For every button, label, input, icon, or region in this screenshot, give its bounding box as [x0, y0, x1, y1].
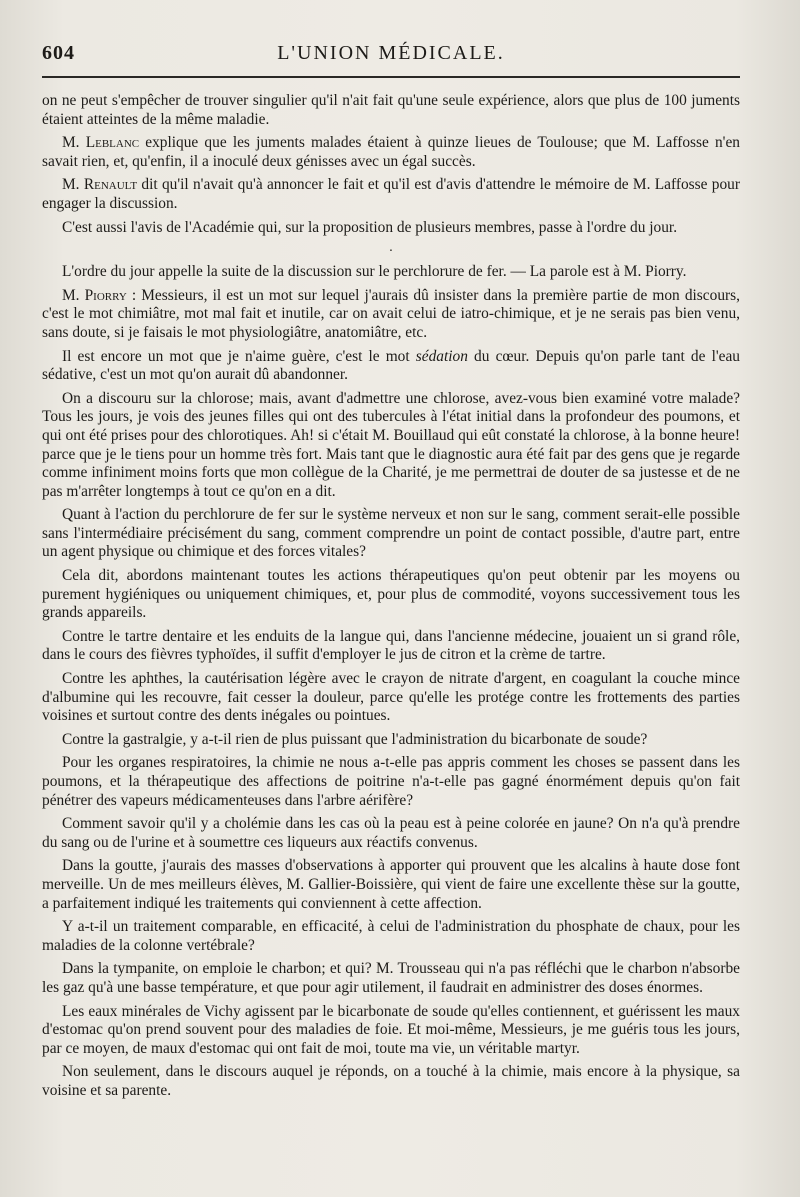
paragraph: Comment savoir qu'il y a cholémie dans les cas où la peau est à peine colorée en jaune? On n'a qu'à prendre du sang ou de l'urine et à soumettre ces liqueurs aux réactifs convenus.: [42, 815, 740, 851]
paragraph-text: du cœur. Depuis qu'on parle tant de l'eau sédative, c'est un mot qu'on aurait dû abandonner.: [42, 347, 740, 384]
paragraph: C'est aussi l'avis de l'Académie qui, sur la proposition de plusieurs membres, passe à l'ordre du jour.: [62, 218, 678, 236]
paragraph: L'ordre du jour appelle la suite de la discussion sur le perchlorure de fer. — La parole est à M. Piorry.: [62, 263, 687, 281]
paragraph: Contre les aphthes, la cautérisation légère avec le crayon de nitrate d'argent, en coagulant la couche mince d'albumine qui les recouvre, fait cesser la douleur, parce qu'elle les protége contre les frottements des parties voisines et surtout contre des dents inégales ou pointues.: [42, 670, 740, 725]
paragraph: Contre le tartre dentaire et les enduits de la langue qui, dans l'ancienne médecine, jouaient un si grand rôle, dans le cours des fièvres typhoïdes, il suffit d'employer le jus de citron et la crème de tartre.: [42, 627, 740, 664]
paragraph: on ne peut s'empêcher de trouver singulier qu'il n'ait fait qu'une seule expérience, alors que plus de 100 juments étaient atteintes de la même maladie.: [42, 92, 740, 128]
paragraph-text: explique que les juments malades étaient à quinze lieues de Toulouse; que M. Laffosse n'en savait rien, et, qu'enfin, il a inoculé deux génisses avec un égal succès.: [42, 134, 740, 170]
paragraph: Cela dit, abordons maintenant toutes les actions thérapeutiques qu'on peut obtenir par les moyens ou purement hygiéniques ou uniquement chimiques, et, pour plus de commodité, voyons successivement tous les grands appareils.: [42, 567, 740, 622]
paragraph: Non seulement, dans le discours auquel je réponds, on a touché à la chimie, mais encore à la physique, sa voisine et sa parente.: [42, 1063, 740, 1099]
paragraph: Quant à l'action du perchlorure de fer sur le système nerveux et non sur le sang, comment serait-elle possible sans l'intermédiaire précisément du sang, comment comprendre un point de contact possible, d'autre part, entre un agent physique ou chimique et des forces vitales?: [42, 506, 740, 561]
paragraph: Contre la gastralgie, y a-t-il rien de plus puissant que l'administration du bicarbonate de soude?: [62, 730, 648, 748]
article-body: [42, 92, 740, 1101]
paragraph-text: Il est encore un mot que je n'aime guère, c'est le mot: [62, 347, 416, 365]
paragraph: [42, 348, 740, 385]
paragraph: Pour les organes respiratoires, la chimie ne nous a-t-elle pas appris comment les choses se passent dans les poumons, et la thérapeutique des affections de poitrine n'a-t-elle pas gagné énormément depuis qu'on fait pénétrer des vapeurs médicamenteuses dans l'arbre aérifère?: [42, 754, 740, 809]
paragraph: Dans la tympanite, on emploie le charbon; et qui? M. Trousseau qui n'a pas réfléchi que le charbon n'absorbe les gaz qu'à une basse température, et que pour agir utilement, il faudrait en administrer des doses énormes.: [42, 960, 740, 996]
paragraph-text: dit qu'il n'avait qu'à annoncer le fait et qu'il est d'avis d'attendre le mémoire de M. Laffosse pour engager la discussion.: [42, 176, 741, 212]
paragraph: [42, 176, 740, 213]
running-title: L'UNION MÉDICALE.: [277, 42, 505, 64]
paragraph: On a discouru sur la chlorose; mais, avant d'admettre une chlorose, avez-vous bien examiné votre malade? Tous les jours, je vois des jeunes filles qui ont des tubercules à l'état initial dans la profondeur des poumons, et qui ont été prises pour des chlorotiques. Ah! si c'était M. Bouillaud qui eût constaté la chlorose, à la bonne heure! parce que je le tiens pour un homme très fort. Mais tant que le diagnostic aura été fait par des gens que je regarde comme infiniment moins forts que mon collègue de la Charité, je me permettrai de douter de sa justesse et de ne pas m'arrêter longtemps à tout ce qu'on en a dit.: [42, 389, 740, 500]
speaker-name: M. Piorry: [62, 286, 127, 304]
section-separator: ·: [388, 244, 394, 260]
paragraph: Y a-t-il un traitement comparable, en efficacité, à celui de l'administration du phosphate de chaux, pour les maladies de la colonne vertébrale?: [42, 918, 740, 954]
italic-term: sédation: [415, 347, 468, 365]
page-header: [42, 42, 740, 78]
page-number: 604: [42, 42, 75, 64]
paragraph: Les eaux minérales de Vichy agissent par le bicarbonate de soude qu'elles contiennent, et guérissent les maux d'estomac qu'on prend souvent pour des maladies de foie. Et moi-même, Messieurs, je me guéris tous les jours, par ce moyen, de maux d'estomac qui ont fait de moi, toute ma vie, un véritable martyr.: [42, 1002, 740, 1057]
speaker-name: M. Leblanc: [62, 134, 140, 152]
paragraph: [42, 134, 740, 171]
paragraph-text: : Messieurs, il est un mot sur lequel j'aurais dû insister dans la première partie de mon discours, c'est le mot chimiâtre, mot mal fait et inutile, car on avait celui de iatro-chimique, et je ne serais pas bien venu, sans doute, si je faisais le mot physiologiâtre, anatomiâtre, etc.: [42, 286, 740, 341]
paragraph: [42, 287, 740, 343]
speaker-name: M. Renault: [62, 176, 138, 194]
paragraph: Dans la goutte, j'aurais des masses d'observations à apporter qui prouvent que les alcalins à haute dose font merveille. Un de mes meilleurs élèves, M. Gallier-Boissière, qui vient de faire une excellente thèse sur la goutte, a parfaitement indiqué les traitements qui conviennent à cette affection.: [42, 857, 740, 912]
